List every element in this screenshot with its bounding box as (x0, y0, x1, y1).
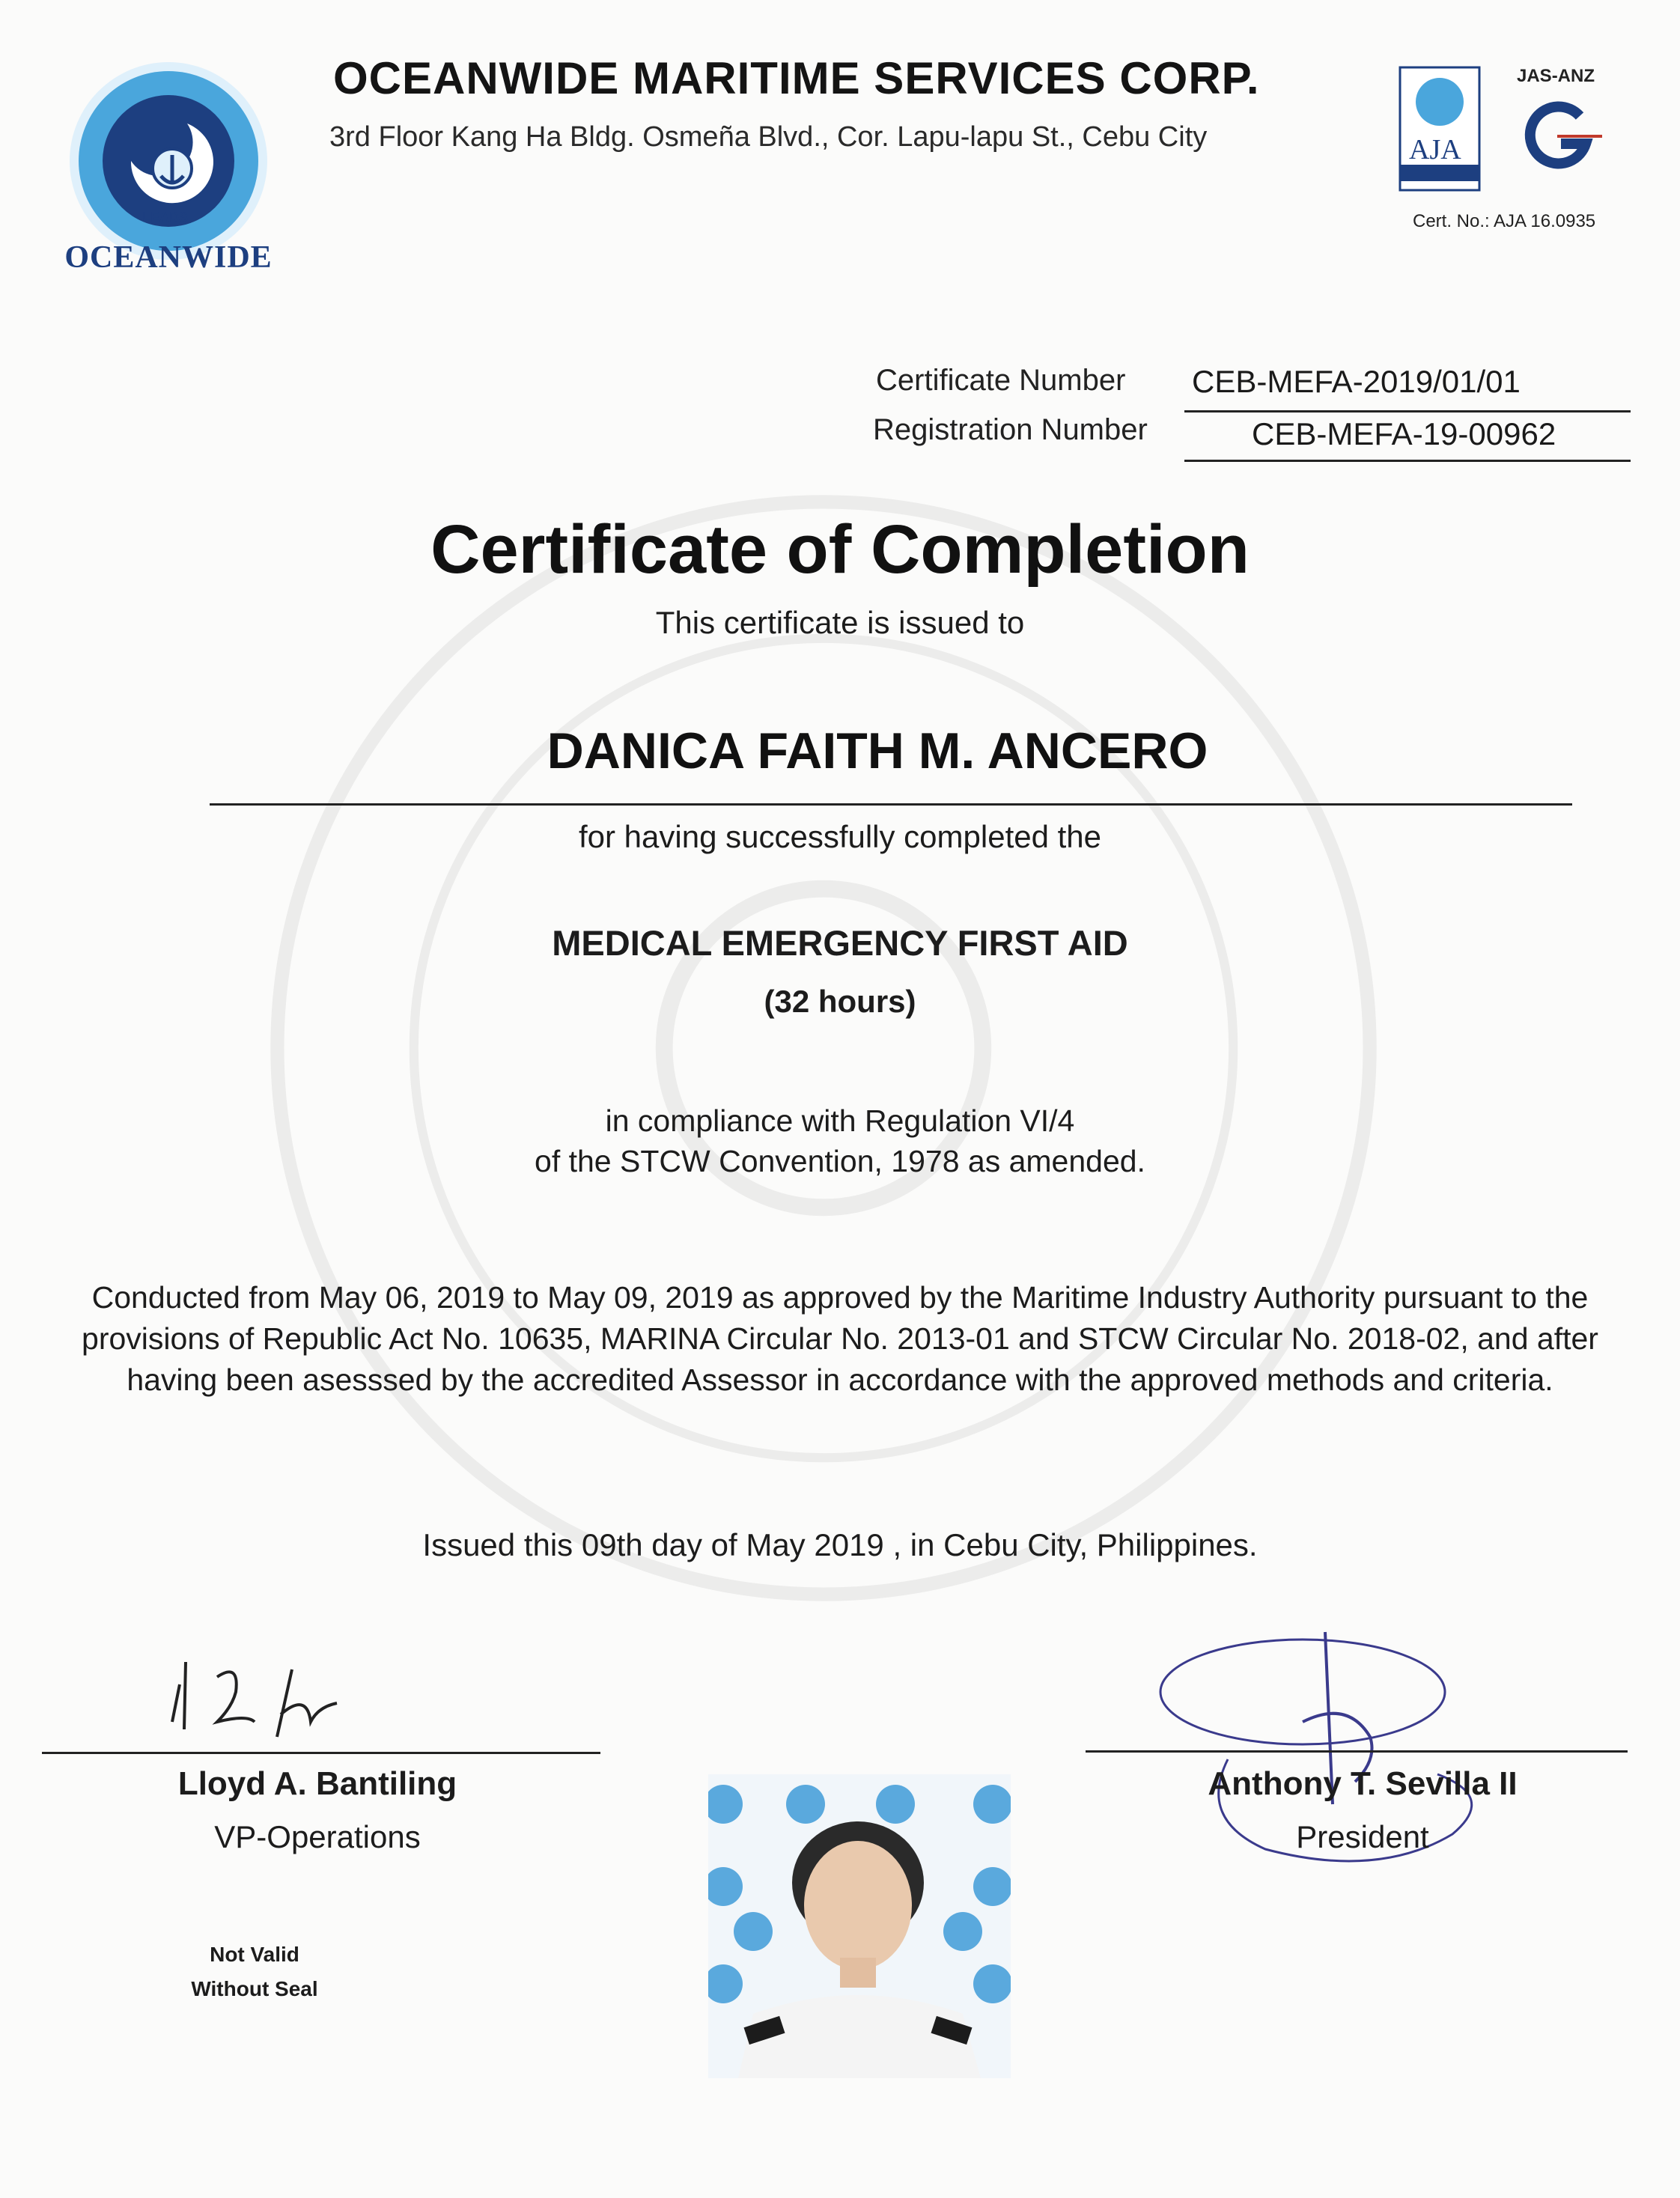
seal-note (165, 1937, 344, 2006)
logo-badge-text: LEADS (142, 210, 189, 225)
right-signatory-title: President (1296, 1819, 1429, 1854)
course-name: MEDICAL EMERGENCY FIRST AID (552, 923, 1128, 963)
right-signature-line (1086, 1750, 1628, 1753)
registration-number-label: Registration Number (873, 413, 1148, 446)
seal-note-line2: Without Seal (191, 1977, 318, 2000)
right-signatory-name: Anthony T. Sevilla II (1208, 1765, 1518, 1802)
aja-badge-icon (1399, 66, 1481, 192)
certificate-number-underline (1184, 410, 1631, 412)
issued-to-text: This certificate is issued to (655, 605, 1025, 640)
course-hours: (32 hours) (764, 984, 916, 1019)
registration-number-underline (1184, 460, 1631, 462)
company-address: 3rd Floor Kang Ha Bldg. Osmeña Blvd., Cor. Lapu-lapu St., Cebu City (329, 121, 1208, 153)
company-name: OCEANWIDE MARITIME SERVICES CORP. (333, 53, 1260, 103)
compliance-line-1: in compliance with Regulation VI/4 (605, 1103, 1075, 1138)
conducted-paragraph: Conducted from May 06, 2019 to May 09, 2019 as approved by the Maritime Industry Authority pursuant to the provisions of Republic Act No. 10635, MARINA Circular No. 2013-01 and STCW Circular No. 2018-02, and after having been asesssed by the accredited Assessor in accordance with the approved methods and criteria. (82, 1280, 1598, 1397)
jasanz-label: JAS-ANZ (1517, 66, 1595, 86)
seal-note-line1: Not Valid (210, 1943, 299, 1966)
aja-label: AJA (1409, 134, 1461, 165)
jasanz-logo-icon (1520, 97, 1602, 180)
compliance-line-2: of the STCW Convention, 1978 as amended. (535, 1144, 1145, 1178)
certificate-title: Certificate of Completion (430, 511, 1250, 588)
left-signature (150, 1632, 389, 1744)
recipient-underline (210, 803, 1572, 806)
accreditation-cert-number: Cert. No.: AJA 16.0935 (1413, 211, 1596, 231)
watermark-seal (255, 479, 1393, 1617)
certificate-number-value: CEB-MEFA-2019/01/01 (1192, 364, 1521, 399)
left-signatory-name: Lloyd A. Bantiling (177, 1765, 457, 1802)
left-signature-line (42, 1752, 600, 1754)
logo-wordmark: OCEANWIDE (64, 240, 273, 275)
registration-number-value: CEB-MEFA-19-00962 (1252, 416, 1556, 451)
completion-text: for having successfully completed the (578, 819, 1102, 854)
left-signatory-title: VP-Operations (214, 1819, 421, 1854)
recipient-name: DANICA FAITH M. ANCERO (547, 722, 1208, 779)
photo-illustration (708, 1774, 1011, 2078)
recipient-photo (708, 1774, 1011, 2078)
issued-date-text: Issued this 09th day of May 2019 , in Cebu City, Philippines. (422, 1527, 1258, 1562)
certificate-number-label: Certificate Number (876, 364, 1126, 397)
